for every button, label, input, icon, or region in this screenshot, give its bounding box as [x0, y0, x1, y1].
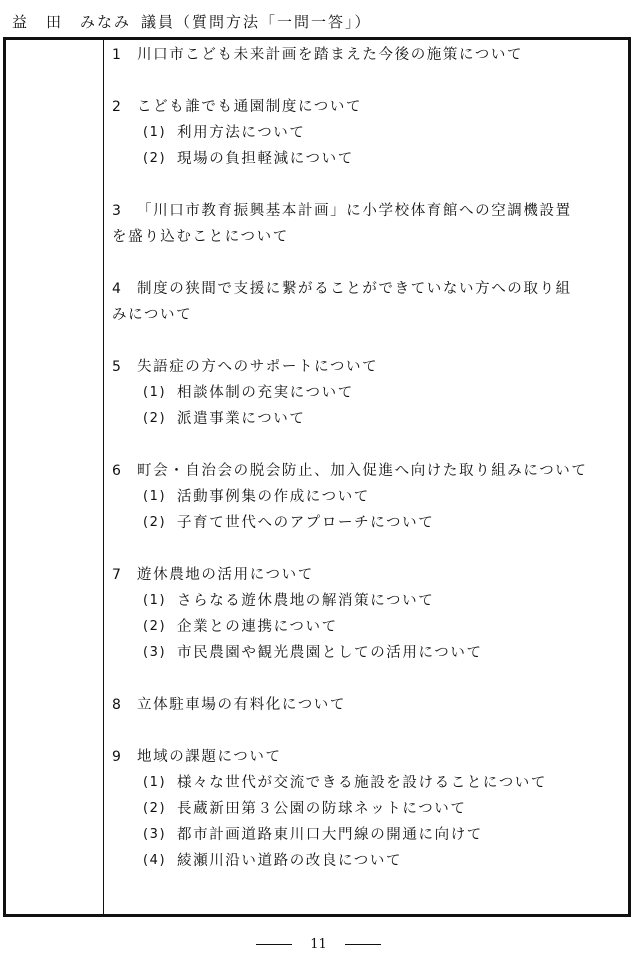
sub-question	[109, 640, 624, 666]
sub-question	[109, 796, 624, 822]
member-name: 益 田 みなみ	[12, 13, 132, 31]
question-title: 地域の課題について	[137, 749, 282, 765]
page-header	[12, 10, 372, 34]
sub-question-number: (1)	[143, 125, 167, 140]
sub-question-text: 様々な世代が交流できる施設を設けることについて	[177, 775, 548, 791]
sub-question-number: (1)	[143, 489, 167, 504]
sub-question-number: (1)	[143, 385, 167, 400]
sub-question-text: 相談体制の充実について	[177, 385, 354, 401]
question-title-continued: を盛り込むことについて	[112, 229, 289, 245]
question-number: 4	[112, 281, 123, 297]
sub-question	[109, 380, 624, 406]
question-title: 川口市こども未来計画を踏まえた今後の施策について	[137, 47, 524, 63]
sub-question-number: (3)	[143, 827, 167, 842]
page-footer	[0, 934, 637, 954]
sub-question	[109, 770, 624, 796]
sub-question-number: (2)	[143, 151, 167, 166]
sub-question-text: 都市計画道路東川口大門線の開通に向けて	[177, 827, 483, 843]
sub-question	[109, 848, 624, 874]
sub-question-number: (2)	[143, 411, 167, 426]
question-number: 2	[112, 99, 123, 115]
sub-question	[109, 510, 624, 536]
sub-question-number: (2)	[143, 515, 167, 530]
question-number: 8	[112, 697, 123, 713]
sub-question	[109, 588, 624, 614]
question-item	[109, 562, 624, 666]
question-item	[109, 42, 624, 68]
column-divider	[103, 40, 104, 914]
question-list	[109, 42, 624, 900]
question-item	[109, 198, 624, 250]
sub-question-text: 派遣事業について	[177, 411, 306, 427]
sub-question	[109, 614, 624, 640]
question-number: 6	[112, 463, 123, 479]
sub-question-text: 現場の負担軽減について	[177, 151, 354, 167]
page-number: 11	[310, 937, 327, 952]
sub-question	[109, 822, 624, 848]
sub-question-number: (2)	[143, 801, 167, 816]
question-method: 議員（質問方法「一問一答」）	[141, 13, 372, 31]
sub-question-text: 子育て世代へのアプローチについて	[177, 515, 435, 531]
sub-question	[109, 484, 624, 510]
footer-dash-left	[256, 944, 292, 945]
footer-dash-right	[345, 944, 381, 945]
question-item	[109, 692, 624, 718]
sub-question-text: 活動事例集の作成について	[177, 489, 370, 505]
question-title: 町会・自治会の脱会防止、加入促進へ向けた取り組みについて	[137, 463, 588, 479]
question-title: 制度の狭間で支援に繋がることができていない方への取り組	[137, 281, 572, 297]
sub-question-number: (1)	[143, 775, 167, 790]
question-title: 「川口市教育振興基本計画」に小学校体育館への空調機設置	[137, 203, 572, 219]
question-title-continued: みについて	[112, 307, 193, 323]
sub-question-text: 綾瀬川沿い道路の改良について	[177, 853, 403, 869]
sub-question	[109, 406, 624, 432]
question-title: 立体駐車場の有料化について	[137, 697, 347, 713]
sub-question	[109, 146, 624, 172]
question-item	[109, 744, 624, 874]
sub-question-number: (3)	[143, 645, 167, 660]
sub-question-text: 長蔵新田第３公園の防球ネットについて	[177, 801, 467, 817]
sub-question-number: (2)	[143, 619, 167, 634]
question-title: 遊休農地の活用について	[137, 567, 314, 583]
sub-question-text: 市民農園や観光農園としての活用について	[177, 645, 483, 661]
question-title: こども誰でも通園制度について	[137, 99, 363, 115]
sub-question	[109, 120, 624, 146]
sub-question-text: 企業との連携について	[177, 619, 338, 635]
sub-question-text: 利用方法について	[177, 125, 306, 141]
question-title: 失語症の方へのサポートについて	[137, 359, 379, 375]
question-number: 1	[112, 47, 123, 63]
sub-question-text: さらなる遊休農地の解消策について	[177, 593, 435, 609]
question-item	[109, 94, 624, 172]
question-table	[3, 37, 631, 917]
question-item	[109, 276, 624, 328]
sub-question-number: (4)	[143, 853, 167, 868]
question-number: 3	[112, 203, 123, 219]
question-number: 9	[112, 749, 123, 765]
question-number: 7	[112, 567, 123, 583]
sub-question-number: (1)	[143, 593, 167, 608]
question-item	[109, 458, 624, 536]
question-number: 5	[112, 359, 123, 375]
question-item	[109, 354, 624, 432]
